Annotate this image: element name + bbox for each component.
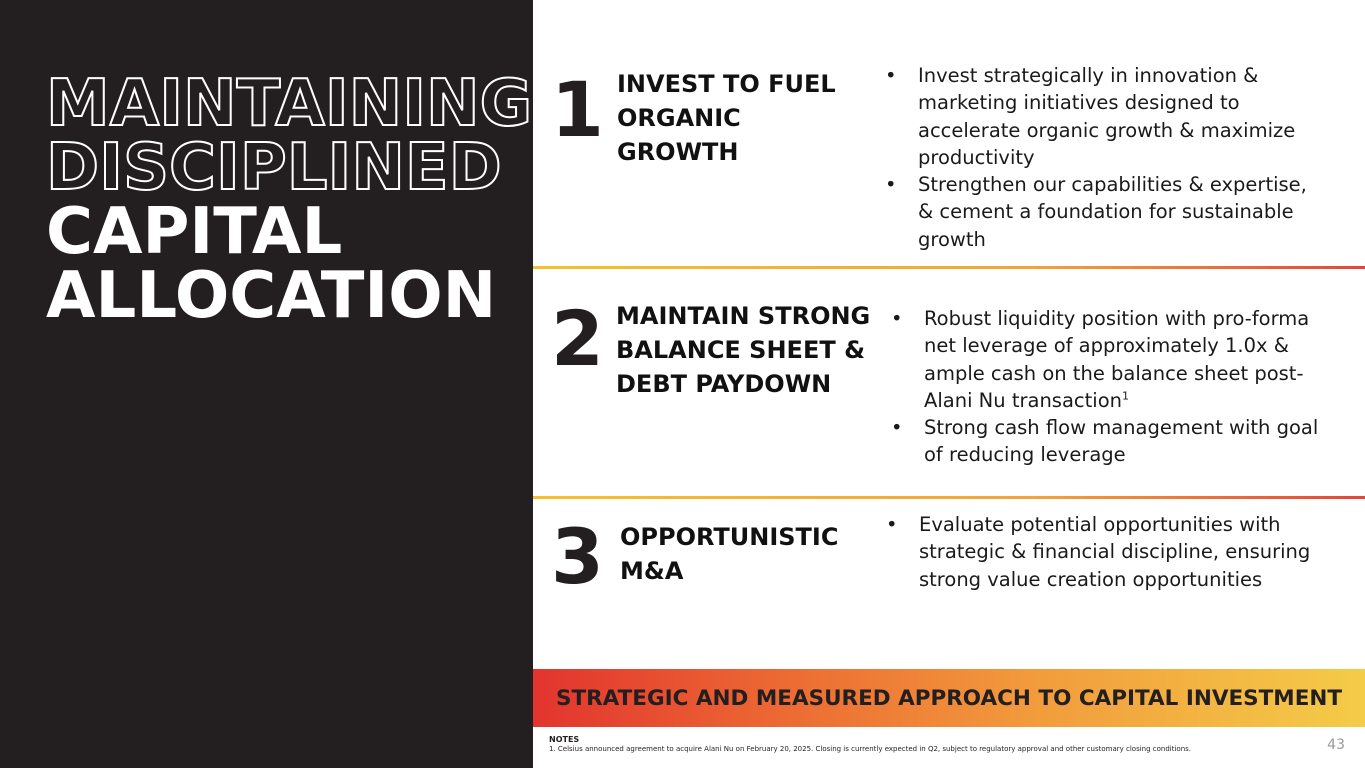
heading-line: MAINTAIN STRONG	[616, 302, 871, 330]
summary-banner	[533, 669, 1365, 727]
section-heading	[616, 299, 870, 401]
section-1	[533, 0, 1365, 267]
section-2	[533, 269, 1365, 496]
heading-line: OPPORTUNISTIC	[620, 523, 839, 551]
title-line-3: CAPITAL	[46, 195, 343, 269]
section-3	[533, 499, 1365, 669]
bullet-item: • Invest strategically in innovation & marketing initiatives designed to accelerate organic growth & maximize productivity	[885, 62, 1325, 171]
banner-text: STRATEGIC AND MEASURED APPROACH TO CAPITAL INVESTMENT	[555, 685, 1343, 711]
bullet-list	[886, 511, 1331, 593]
heading-line: INVEST TO FUEL	[617, 70, 836, 98]
title-panel	[0, 0, 533, 768]
bullet-item	[891, 305, 1331, 414]
title-line-2: DISCIPLINED	[46, 131, 502, 205]
page-title	[46, 67, 533, 333]
section-number: 3	[551, 512, 604, 601]
notes-label: NOTES	[549, 735, 580, 744]
section-heading	[620, 520, 838, 588]
bullet-item: • Strong cash flow management with goal of reducing leverage	[891, 414, 1331, 469]
bullet-text: Robust liquidity position with pro-forma net leverage of approximately 1.0x & ample cash on the balance sheet post-Alani Nu transaction	[924, 307, 1310, 412]
footnote-ref: 1	[1121, 389, 1129, 403]
title-line-1: MAINTAINING	[46, 67, 533, 141]
heading-line: M&A	[620, 557, 684, 585]
section-number: 2	[551, 294, 604, 383]
page-number: 43	[1327, 737, 1345, 753]
footnotes	[549, 735, 1269, 754]
heading-line: DEBT PAYDOWN	[616, 370, 832, 398]
heading-line: BALANCE SHEET &	[616, 336, 865, 364]
heading-line: GROWTH	[617, 138, 739, 166]
bullet-item: • Evaluate potential opportunities with strategic & financial discipline, ensuring strong value creation opportunities	[886, 511, 1331, 593]
bullet-list	[891, 305, 1331, 469]
section-number: 1	[551, 65, 604, 154]
notes-text: 1. Celsius announced agreement to acquire Alani Nu on February 20, 2025. Closing is currently expected in Q2, subject to regulatory approval and other customary closing conditions.	[549, 745, 1191, 753]
section-heading	[617, 67, 836, 169]
bullet-item: • Strengthen our capabilities & expertise, & cement a foundation for sustainable growth	[885, 171, 1325, 253]
bullet-list	[885, 62, 1325, 253]
heading-line: ORGANIC	[617, 104, 741, 132]
title-line-4: ALLOCATION	[46, 259, 497, 333]
